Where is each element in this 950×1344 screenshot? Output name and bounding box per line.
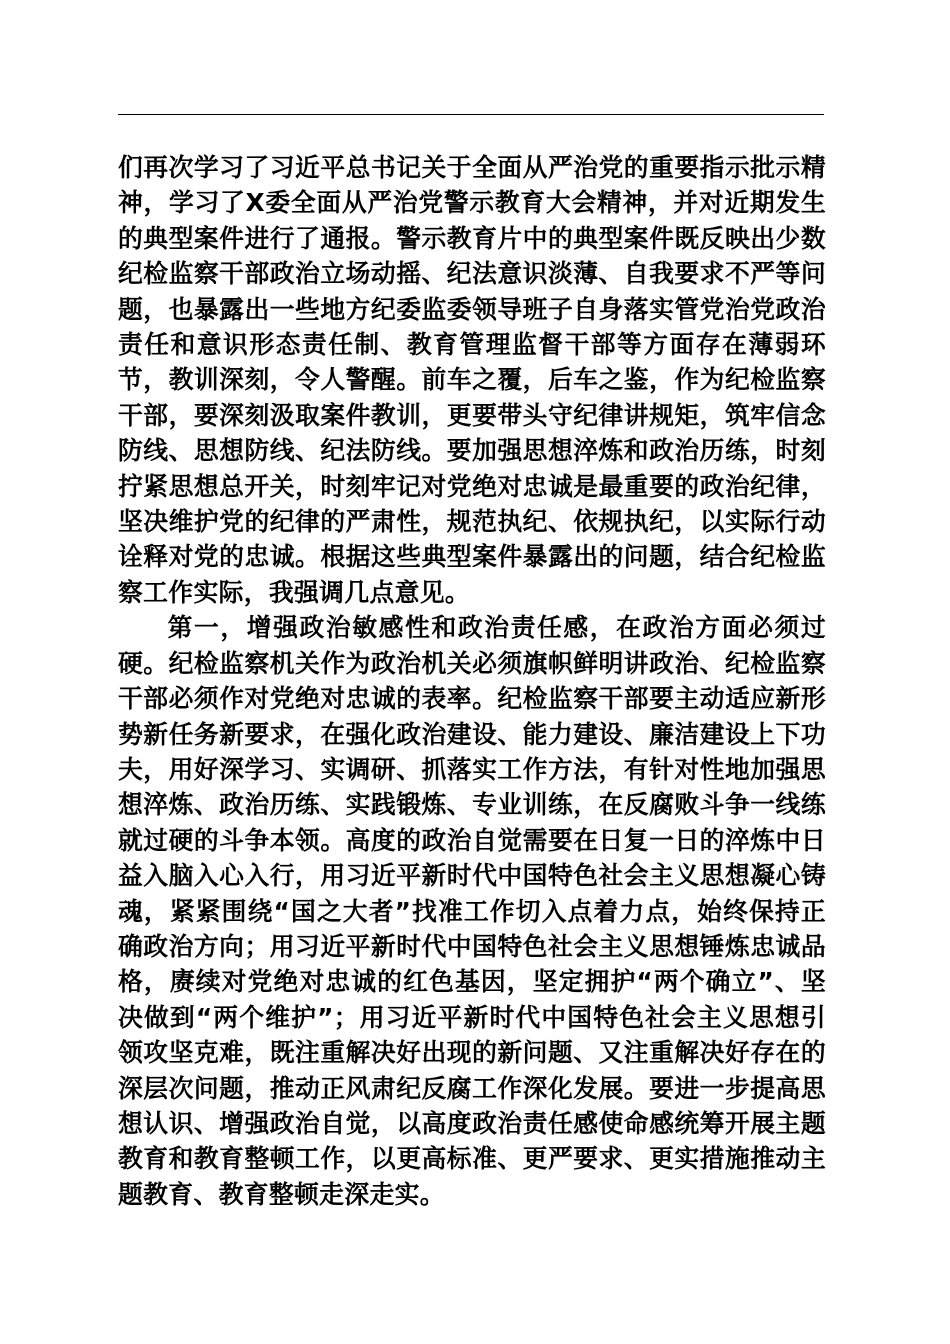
header-rule: [118, 114, 824, 115]
body-text: [118, 150, 826, 1212]
paragraph-continuation: 们再次学习了习近平总书记关于全面从严治党的重要指示批示精神，学习了X委全面从严治党警示教育大会精神，并对近期发生的典型案件进行了通报。警示教育片中的典型案件既反映出少数纪检监察干部政治立场动摇、纪法意识淡薄、自我要求不严等问题，也暴露出一些地方纪委监委领导班子自身落实管党治党政治责任和意识形态责任制、教育管理监督干部等方面存在薄弱环节，教训深刻，令人警醒。前车之覆，后车之鉴，作为纪检监察干部，要深刻汲取案件教训，更要带头守纪律讲规矩，筑牢信念防线、思想防线、纪法防线。要加强思想淬炼和政治历练，时刻拧紧思想总开关，时刻牢记对党绝对忠诚是最重要的政治纪律，坚决维护党的纪律的严肃性，规范执纪、依规执纪，以实际行动诠释对党的忠诚。根据这些典型案件暴露出的问题，结合纪检监察工作实际，我强调几点意见。: [118, 153, 826, 607]
paragraph-point-one: 第一，增强政治敏感性和政治责任感，在政治方面必须过硬。纪检监察机关作为政治机关必须旗帜鲜明讲政治、纪检监察干部必须作对党绝对忠诚的表率。纪检监察干部要主动适应新形势新任务新要求，在强化政治建设、能力建设、廉洁建设上下功夫，用好深学习、实调研、抓落实工作方法，有针对性地加强思想淬炼、政治历练、实践锻炼、专业训练，在反腐败斗争一线练就过硬的斗争本领。高度的政治自觉需要在日复一日的淬炼中日益入脑入心入行，用习近平新时代中国特色社会主义思想凝心铸魂，紧紧围绕“国之大者”找准工作切入点着力点，始终保持正确政治方向；用习近平新时代中国特色社会主义思想锤炼忠诚品格，赓续对党绝对忠诚的红色基因，坚定拥护“两个确立”、坚决做到“两个维护”；用习近平新时代中国特色社会主义思想引领攻坚克难，既注重解决好出现的新问题、又注重解决好存在的深层次问题，推动正风肃纪反腐工作深化发展。要进一步提高思想认识、增强政治自觉，以高度政治责任感使命感统筹开展主题教育和教育整顿工作，以更高标准、更严要求、更实措施推动主题教育、教育整顿走深走实。: [118, 613, 826, 1209]
